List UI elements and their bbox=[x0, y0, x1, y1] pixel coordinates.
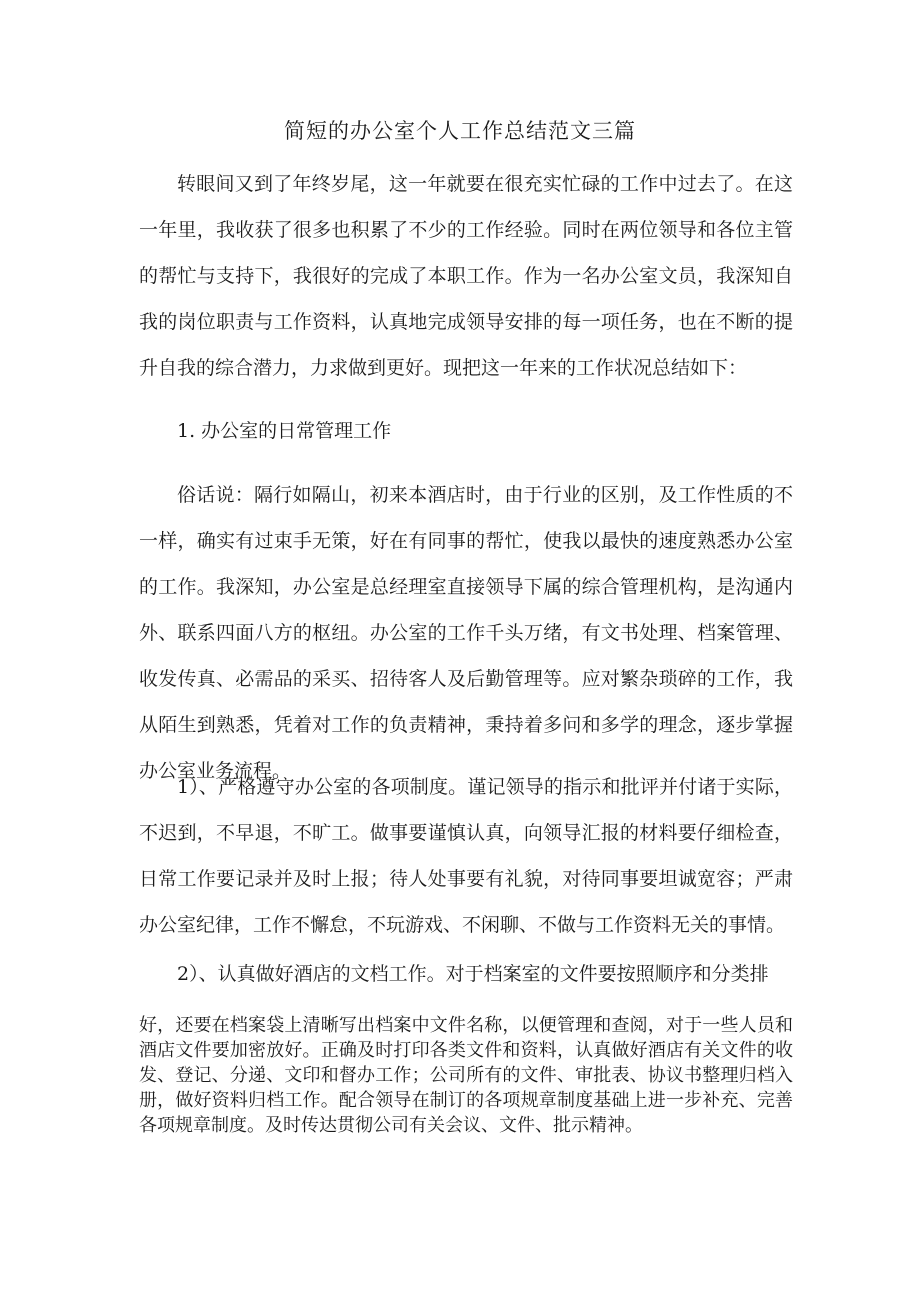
section-heading: 1. 办公室的日常管理工作 bbox=[177, 420, 392, 442]
document-title: 简短的办公室个人工作总结范文三篇 bbox=[284, 119, 636, 143]
list-item-2-continuation: 好，还要在档案袋上清晰写出档案中文件名称，以便管理和查阅，对于一些人员和酒店文件要加密放好。正确及时打印各类文件和资料，认真做好酒店有关文件的收发、登记、分递、文印和督办工作；公司所有的文件、审批表、协议书整理归档入册，做好资料归档工作。配合领导在制订的各项规章制度基础上进一步补充、完善各项规章制度。及时传达贯彻公司有关会议、文件、批示精神。 bbox=[139, 1015, 793, 1136]
list-item-1: 1）、严格遵守办公室的各项制度。谨记领导的指示和批评并付诸于实际，不迟到，不早退，不旷工。做事要谨慎认真，向领导汇报的材料要仔细检查，日常工作要记录并及时上报；待人处事要有礼貌，对待同事要坦诚宽容；严肃办公室纪律，工作不懈怠，不玩游戏、不闲聊、不做与工作资料无关的事情。 bbox=[139, 776, 793, 936]
list-item-2: 2）、认真做好酒店的文档工作。对于档案室的文件要按照顺序和分类排 bbox=[177, 963, 769, 985]
intro-paragraph: 转眼间又到了年终岁尾，这一年就要在很充实忙碌的工作中过去了。在这一年里，我收获了很多也积累了不少的工作经验。同时在两位领导和各位主管的帮忙与支持下，我很好的完成了本职工作。作为一名办公室文员，我深知自我的岗位职责与工作资料，认真地完成领导安排的每一项任务，也在不断的提升自我的综合潜力，力求做到更好。现把这一年来的工作状况总结如下： bbox=[139, 173, 793, 379]
section-body-paragraph: 俗话说：隔行如隔山，初来本酒店时，由于行业的区别，及工作性质的不一样，确实有过束手无策，好在有同事的帮忙，使我以最快的速度熟悉办公室的工作。我深知，办公室是总经理室直接领导下属的综合管理机构，是沟通内外、联系四面八方的枢纽。办公室的工作千头万绪，有文书处理、档案管理、收发传真、必需品的采买、招待客人及后勤管理等。应对繁杂琐碎的工作，我从陌生到熟悉，凭着对工作的负责精神，秉持着多问和多学的理念，逐步掌握办公室业务流程。 bbox=[139, 484, 793, 782]
